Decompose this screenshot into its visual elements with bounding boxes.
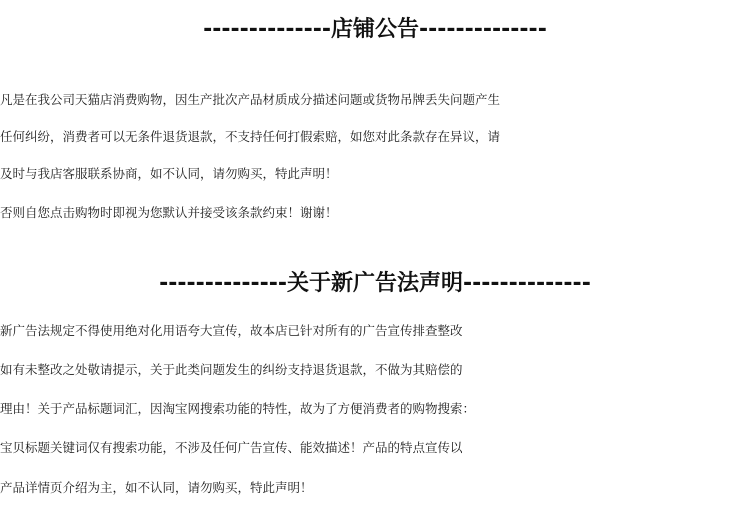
ad-law-line-1: 新广告法规定不得使用绝对化用语夸大宣传，故本店已针对所有的广告宣传排查整改 <box>0 323 463 338</box>
ad-law-line-3: 理由！关于产品标题词汇，因淘宝网搜索功能的特性，故为了方便消费者的购物搜索： <box>0 401 476 416</box>
notice-line-1: 凡是在我公司天猫店消费购物，因生产批次产品材质成分描述问题或货物吊牌丢失问题产生 <box>0 92 501 107</box>
notice-line-3: 及时与我店客服联系协商，如不认同，请勿购买，特此声明！ <box>0 166 338 181</box>
ad-law-line-2: 如有未整改之处敬请提示，关于此类问题发生的纠纷支持退货退款，不做为其赔偿的 <box>0 362 463 377</box>
ad-law-line-5: 产品详情页介绍为主，如不认同，请勿购买，特此声明！ <box>0 480 313 495</box>
notice-line-4: 否则自您点击购物时即视为您默认并接受该条款约束！谢谢！ <box>0 205 338 220</box>
ad-law-line-4: 宝贝标题关键词仅有搜索功能，不涉及任何广告宣传、能效描述！产品的特点宣传以 <box>0 440 463 455</box>
store-notice-title: --------------店铺公告-------------- <box>203 17 547 42</box>
ad-law-statement-title: --------------关于新广告法声明-------------- <box>159 271 591 296</box>
notice-line-2: 任何纠纷，消费者可以无条件退货退款，不支持任何打假索赔，如您对此条款存在异议，请 <box>0 129 501 144</box>
